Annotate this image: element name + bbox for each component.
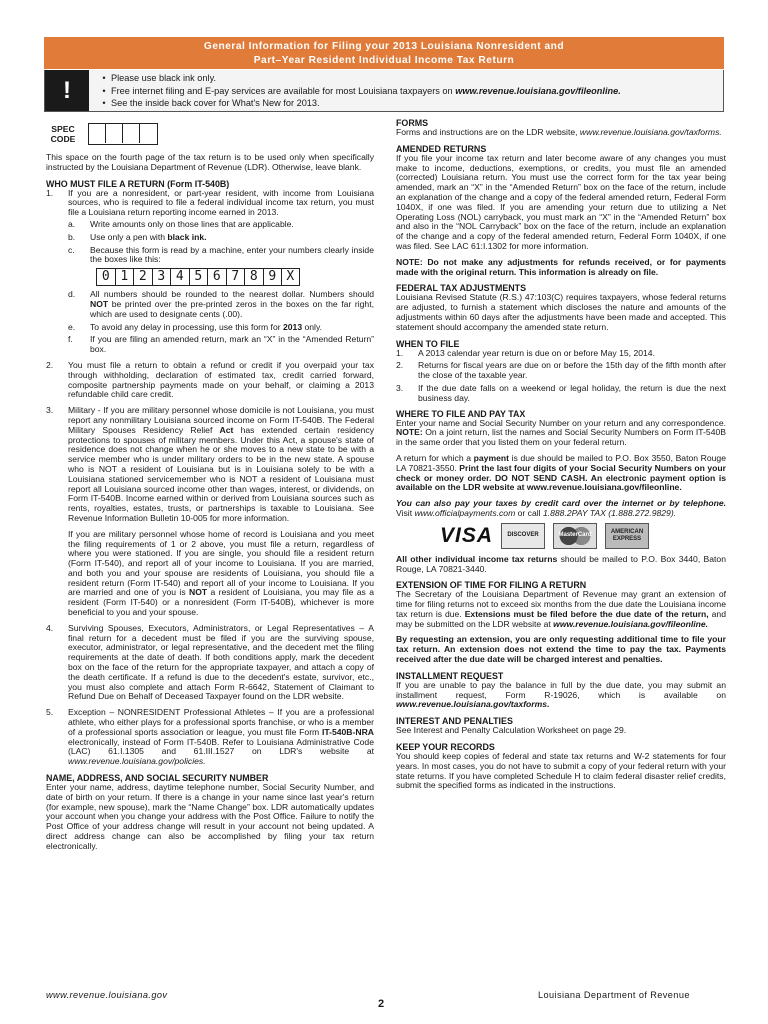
digit-box: 6 (207, 268, 226, 286)
digit-box: X (281, 268, 300, 286)
sub-list (68, 220, 374, 355)
where-to-file-text: Enter your name and Social Security Number on your return and any correspondence. NOTE: On a joint return, list the names and Social Security Numbers on Form IT-540B in the same order that you listed them on your federal return. (396, 417, 726, 448)
federal-adjustments-heading: FEDERAL TAX ADJUSTMENTS (396, 283, 527, 294)
installment-heading: INSTALLMENT REQUEST (396, 670, 504, 681)
banner-title-line2: Part–Year Resident Individual Income Tax Return (253, 54, 515, 66)
list-item: 2. You must file a return to obtain a refund or credit if you overpaid your tax through withholding, declaration of estimated tax, credit carried forward, composite partnership payments made on your behalf, or claiming a 2013 refundable child care credit. (46, 359, 374, 400)
footer-department: Louisiana Department of Revenue (538, 990, 690, 1000)
digit-sample-boxes (96, 268, 374, 286)
interest-penalties-heading: INTEREST AND PENALTIES (396, 716, 513, 727)
left-column (46, 118, 374, 858)
payment-text: A return for which a payment is due should be mailed to P.O. Box 3550, Baton Rouge LA 70821-3550. Print the last four digits of your Social Security Numbers on your check or money order. DO NOT SEND CASH. An electronic payment option is available on the LDR website at www.revenue.louisiana.gov/fileonline. (396, 452, 726, 493)
sub-item: a. Write amounts only on those lines that are applicable. (68, 218, 294, 229)
sub-item: b. Use only a pen with black ink. (68, 231, 207, 242)
installment-text: If you are unable to pay the balance in full by the due date, you may submit an installment request, Form R-19026, which is available on www.revenue.louisiana.gov/taxforms. (396, 679, 726, 710)
officialpayments-link[interactable]: www.officialpayments.com (414, 507, 516, 518)
notice-item: • Please use black ink only. (97, 72, 717, 85)
when-to-file-list (396, 349, 726, 404)
amex-logo-icon: AMERICAN EXPRESS (605, 523, 649, 549)
credit-card-text: You can also pay your taxes by credit card over the internet or by telephone. Visit www.officialpayments.com or call 1.888.2PAY TAX (1.888.272.9829). (396, 498, 726, 518)
spec-code-label: SPEC CODE (50, 124, 76, 144)
digit-box: 7 (226, 268, 245, 286)
digit-box: 1 (115, 268, 134, 286)
when-to-file-heading: WHEN TO FILE (396, 338, 460, 349)
keep-records-text: You should keep copies of federal and state tax returns and W-2 statements for four years. In most cases, you do not have to submit a copy of your federal return with your state returns. If you have completed Schedule H to claim federal disaster relief credits, submit the specified forms as indicated in the instructions. (396, 751, 726, 791)
forms-text: Forms and instructions are on the LDR website, www.revenue.louisiana.gov/taxforms. (396, 127, 722, 137)
spec-code-section (46, 118, 374, 150)
sub-item: c. Because this form is read by a machine, enter your numbers clearly inside the boxes like this: 0 1 2 3 4 5 6 7 8 9 X (68, 244, 374, 285)
sub-item: f. If you are filing an amended return, mark an “X” in the “Amended Return” box. (68, 334, 374, 355)
list-item: 3. If the due date falls on a weekend or legal holiday, the return is due the next business day. (396, 382, 726, 403)
extension-heading: EXTENSION OF TIME FOR FILING A RETURN (396, 580, 587, 591)
installment-taxforms-link[interactable]: www.revenue.louisiana.gov/taxforms. (396, 699, 550, 710)
amended-returns-heading: AMENDED RETURNS (396, 143, 487, 154)
name-address-text: Enter your name, address, daytime telephone number, Social Security Number, and date of birth on your return. If there is a change in your name since last year's return (for example, new spouse), mark the “Name Change” box. LDR automatically updates your account when you change your address with the Post Office. Failure to notify the Post Office of your address change will result in your account not being updated. A direct address change can also be accomplished by filing your tax return electronically. (46, 782, 374, 851)
list-item: 3. Military - If you are military personnel whose domicile is not Louisiana, you must report any nonmilitary Louisiana sourced income on Form IT-540B. The Federal Military Spouses Residency Relief Act has extended certain residency protections to spouses of military members. Under this Act, a spouse's state of residence does not change when he or she moves to a new state to be with a service member who is under military orders to be in the new state. A spouse who is NOT a resident of Louisiana but is in Louisiana solely to be with a Louisiana stationed servicemember who is NOT a resident of Louisiana must report all Louisiana sourced income other than wages, interest, or dividends, on Form IT-540B. Income earned within or derived from Louisiana sources such as rents, royalties, estates, trusts, or partnerships is taxable to Louisiana. See Revenue Information Bulletin 10-005 for more information. If you are military personnel whose home of record is Louisiana and you meet the filing requirements of 1 or 2 above, you must file a return, regardless of where you were stationed. If you are single, you should file a resident return (Form IT-540), and report all of your income to Louisiana. If you are married, and both you and your spouse are residents of Louisiana, you should file a resident return (Form IT-540) and report all of your income to Louisiana. If you are married and one of you is NOT a resident of Louisiana, you may file as a resident (Form IT-540) or a nonresident (Form IT-540B), whichever is more beneficial to you and your spouse. (46, 405, 374, 618)
digit-box: 4 (170, 268, 189, 286)
interest-penalties-text: See Interest and Penalty Calculation Worksheet on page 29. (396, 725, 627, 736)
extension-fileonline-link[interactable]: www.revenue.louisiana.gov/fileonline. (553, 618, 709, 629)
amended-note: NOTE: Do not make any adjustments for refunds received, or for payments made with the original return. This information is already on file. (396, 256, 726, 277)
keep-records-heading: KEEP YOUR RECORDS (396, 742, 495, 753)
notice-item: • Free internet filing and E-pay services are available for most Louisiana taxpayers on www.revenue.louisiana.gov/fileonline. (97, 85, 717, 98)
digit-box: 5 (189, 268, 208, 286)
list-item: 4. Surviving Spouses, Executors, Administrators, or Legal Representatives – A final return for a decedent must be filed if you are the surviving spouse, executor, administrator, or legal representative, and the decedent met the filing requirements at the date of death. If both conditions apply, mark the decedent box on the face of the return for the appropriate taxpayer, and attach a copy of the death certificate. If a refund is due to the decedent's estate, survivor, etc., you must also complete and attach Form R-6642, Statement of Claimant to Refund Due on Behalf of Deceased Taxpayer found on the LDR website. (46, 622, 374, 702)
exclamation-icon: ! (45, 70, 89, 111)
who-must-file-heading: WHO MUST FILE A RETURN (Form IT-540B) (46, 178, 230, 189)
notice-box (44, 70, 724, 112)
forms-heading: FORMS (396, 118, 429, 128)
who-must-file-list (46, 189, 374, 767)
digit-box: 3 (152, 268, 171, 286)
list-item: 2. Returns for fiscal years are due on or before the 15th day of the fifth month after the close of the taxable year. (396, 360, 726, 381)
policies-link[interactable]: www.revenue.louisiana.gov/policies. (68, 756, 206, 767)
where-to-file-heading: WHERE TO FILE AND PAY TAX (396, 408, 526, 419)
extension-note: By requesting an extension, you are only requesting additional time to file your tax return. An extension does not extend the time to pay the tax. Payments received after the due date will be charged interest and penalties. (396, 634, 726, 665)
fileonline-link[interactable]: www.revenue.louisiana.gov/fileonline. (455, 85, 621, 96)
card-logos (440, 523, 726, 549)
name-address-heading: NAME, ADDRESS, AND SOCIAL SECURITY NUMBER (46, 773, 269, 784)
discover-logo-icon: DISCOVER (501, 523, 545, 549)
page-number: 2 (378, 998, 385, 1010)
military-paragraph: If you are military personnel whose home of record is Louisiana and you meet the filing requirements of 1 or 2 above, you must file a return, regardless of where you were stationed. If you are single, you should file a resident return (Form IT-540), and report all of your income to Louisiana. If you are married, and both you and your spouse are residents of Louisiana, you should file a resident return (Form IT-540) and report all of your income to Louisiana. If you are married and one of you is NOT a resident of Louisiana, you may file as a resident (Form IT-540) or a nonresident (Form IT-540B), whichever is more beneficial to you and your spouse. (68, 528, 374, 618)
banner-title-line1: General Information for Filing your 2013 Louisiana Nonresident and (203, 41, 565, 52)
extension-text: The Secretary of the Louisiana Department of Revenue may grant an extension of time for filing returns not to exceed six months from the due date the Louisiana income tax return is due. Extensions must be filed before the due date of the return, and may be submitted on the LDR website at www.revenue.louisiana.gov/fileonline. (396, 589, 726, 629)
right-column (396, 118, 726, 797)
taxforms-link[interactable]: www.revenue.louisiana.gov/taxforms. (579, 127, 722, 137)
federal-adjustments-text: Louisiana Revised Statute (R.S.) 47:103(C) requires taxpayers, whose federal returns are adjusted, to furnish a statement which discloses the nature and amounts of the adjustments within 60 days after the adjustments have been made and accepted. This statement should accompany the amended state return. (396, 292, 726, 332)
digit-box: 2 (133, 268, 152, 286)
amended-returns-text: If you file your income tax return and later become aware of any changes you must make to income, deductions, exemptions, or credits, you must file an amended (corrected) Louisiana return. You must use the correct form for the tax year being amended, mark an “X” in the “Amended Return” box on the face of the return, include an explanation of the change and a copy of the federal amended return, Federal Form 1040X, if one was filed. If you are amending your return due to utilizing a Net Operating Loss (NOL) carryback, you must mark an “X” in the “Amended Return” box and also in the “NOL Carryback” box on the face of the return, include an explanation of the change and a copy of the federal amended return, Federal Form 1040X, if one was filed. See LAC 61:I.1302 for more information. (396, 152, 726, 251)
mastercard-logo-icon: MasterCard (553, 523, 597, 549)
digit-box: 8 (244, 268, 263, 286)
digit-box: 9 (263, 268, 282, 286)
notice-item: • See the inside back cover for What's New for 2013. (97, 97, 717, 110)
list-item: 1. A 2013 calendar year return is due on or before May 15, 2014. (396, 347, 655, 358)
notice-list (97, 72, 717, 110)
header-banner (44, 37, 724, 69)
sub-item: e. To avoid any delay in processing, use this form for 2013 only. (68, 321, 323, 332)
visa-logo-icon: VISA (440, 523, 494, 547)
list-item: 1. If you are a nonresident, or part-year resident, with income from Louisiana sources, who is required to file a federal individual income tax return, you must file a Louisiana return reporting income earned in 2013. a. Write amounts only on those lines that are applicable. b. Use only a pen with black ink. c. Because this form is read by a machine, enter your numbers clearly inside the boxes like this: 0 1 2 3 4 5 6 7 8 9 X d. All numbers should be rounded to the nearest dollar. Numbers should NOT be printed over the pre-printed zeros in the boxes on the far right, which are used to designate cents (.00). e. To avoid any delay in processing, use this form for 2013 only. f. If you are filing an amended return, mark an “X” in the “Amended Return” box. (46, 187, 374, 355)
list-item: 5. Exception – NONRESIDENT Professional Athletes – If you are a professional athlete, who either plays for a professional sports franchise, or who is a member of a professional sports association or league, you must file Form IT-540B-NRA electronically, instead of Form IT-540B. Refer to Louisiana Administrative Code (LAC) 61.I.1305 and 61.III.1527 on LDR's website at www.revenue.louisiana.gov/policies. (46, 707, 374, 767)
spec-code-text: This space on the fourth page of the tax return is to be used only when specifically instructed by the Louisiana Department of Revenue (LDR). Otherwise, leave blank. (46, 152, 374, 172)
digit-box: 0 (96, 268, 115, 286)
sub-item: d. All numbers should be rounded to the nearest dollar. Numbers should NOT be printed over the pre-printed zeros in the boxes on the far right, which are used to designate cents (.00). (68, 289, 374, 319)
other-returns-text: All other individual income tax returns should be mailed to P.O. Box 3440, Baton Rouge, LA 70821-3440. (396, 553, 726, 574)
spec-code-boxes[interactable] (88, 123, 158, 145)
footer-url[interactable]: www.revenue.louisiana.gov (46, 990, 168, 1000)
